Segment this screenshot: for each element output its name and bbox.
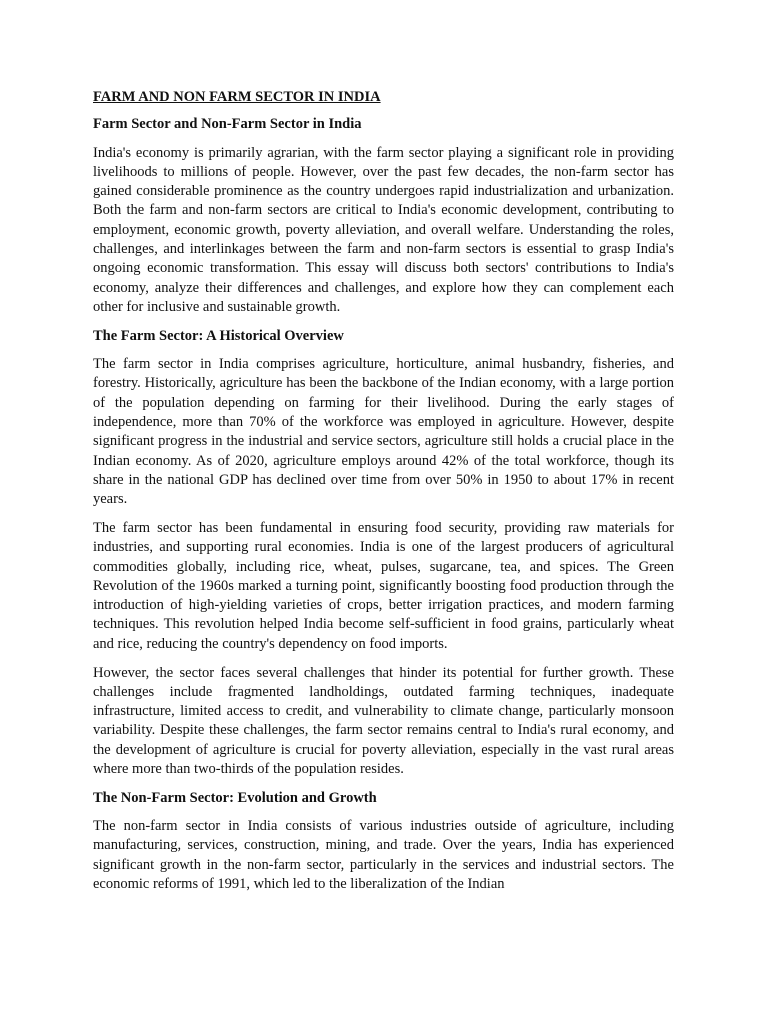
section-non-farm-sector — [93, 789, 674, 894]
paragraph: The non-farm sector in India consists of various industries outside of agriculture, including manufacturing, services, construction, mining, and trade. Over the years, India has experienced significant growth in the non-farm sector, particularly in the services and industrial sectors. The economic reforms of 1991, which led to the liberalization of the Indian — [93, 818, 674, 892]
section-farm-sector — [93, 327, 674, 780]
paragraph: The farm sector has been fundamental in ensuring food security, providing raw materials for industries, and supporting rural economies. India is one of the largest producers of agricultural commodities globally, including rice, wheat, pulses, sugarcane, tea, and spices. The Green Revolution of the 1960s marked a turning point, significantly boosting food production through the introduction of high-yielding varieties of crops, better irrigation practices, and modern farming techniques. This revolution helped India become self-sufficient in food grains, particularly wheat and rice, reducing the country's dependency on food imports. — [93, 519, 674, 652]
document-page — [93, 88, 674, 904]
paragraph: However, the sector faces several challenges that hinder its potential for further growth. These challenges include fragmented landholdings, outdated farming techniques, inadequate infrastructure, limited access to credit, and vulnerability to climate change, particularly monsoon variability. Despite these challenges, the farm sector remains central to India's rural economy, and the development of agriculture is crucial for poverty alleviation, especially in the vast rural areas where more than two-thirds of the population resides. — [93, 664, 674, 777]
section-heading: The Non-Farm Sector: Evolution and Growth — [93, 789, 377, 806]
paragraph: The farm sector in India comprises agriculture, horticulture, animal husbandry, fisheries, and forestry. Historically, agriculture has been the backbone of the Indian economy, with a large portion of the population depending on farming for their livelihood. During the early stages of independence, more than 70% of the workforce was employed in agriculture. However, despite significant progress in the industrial and service sectors, agriculture still holds a crucial place in the Indian economy. As of 2020, agriculture employs around 42% of the total workforce, though its share in the national GDP has declined over time from over 50% in 1950 to about 17% in recent years. — [93, 356, 674, 508]
section-heading: Farm Sector and Non-Farm Sector in India — [93, 116, 362, 133]
document-title: FARM AND NON FARM SECTOR IN INDIA — [93, 89, 381, 105]
paragraph: India's economy is primarily agrarian, with the farm sector playing a significant role in providing livelihoods to millions of people. However, over the past few decades, the non-farm sector has gained considerable prominence as the country undergoes rapid industrialization and urbanization. Both the farm and non-farm sectors are critical to India's economic development, contributing to employment, economic growth, poverty alleviation, and overall welfare. Understanding the roles, challenges, and interlinkages between the farm and non-farm sectors is essential to grasp India's ongoing economic transformation. This essay will discuss both sectors' contributions to India's economy, analyze their differences and challenges, and explore how they can complement each other for inclusive and sustainable growth. — [93, 144, 674, 315]
section-overview — [93, 115, 674, 317]
section-heading: The Farm Sector: A Historical Overview — [93, 327, 344, 344]
